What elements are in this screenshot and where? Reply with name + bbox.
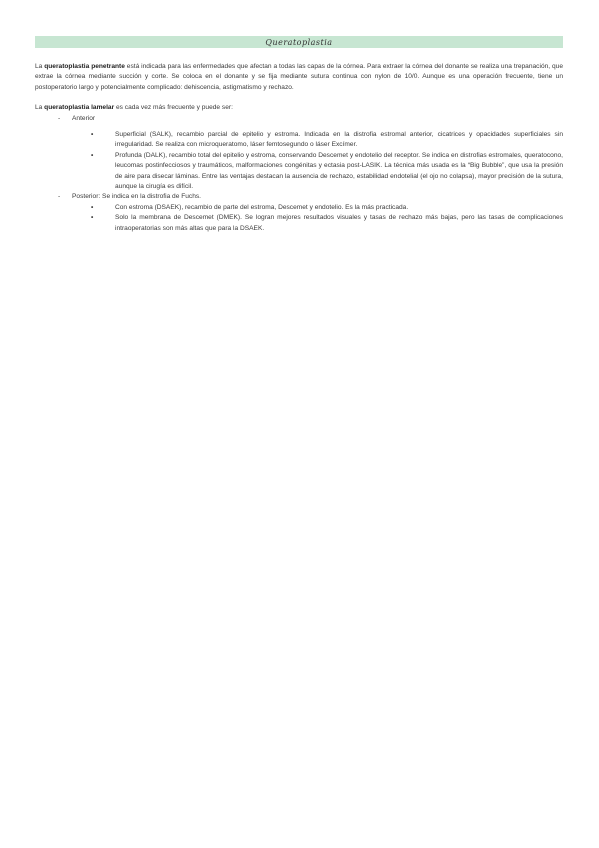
lamellar-term: queratoplastia lamelar <box>44 104 115 112</box>
list-item-anterior <box>35 114 563 124</box>
list-item-salk <box>87 130 563 151</box>
salk-text: Superficial (SALK), recambio parcial de epitelio y estroma. Indicada en la distrofia estromal anterior, cicatrices y opacidades superficiales sin irregularidad. Se realiza con microqueratomo, láser femtosegundo o láser Excímer. <box>115 131 563 149</box>
intro-term: queratoplastia penetrante <box>44 63 125 70</box>
dsaek-text: Con estroma (DSAEK), recambio de parte del estroma, Descemet y endotelio. Es la más practicada. <box>115 203 409 211</box>
list-item-dmek <box>87 213 563 234</box>
list-item-posterior <box>35 192 563 202</box>
dash-marker: - <box>58 114 61 122</box>
bullet-marker: • <box>91 131 94 139</box>
dash-marker: - <box>58 193 61 201</box>
dalk-text: Profunda (DALK), recambio total del epitelio y estroma, conservando Descemet y endotelio del receptor. Se indica en distrofias estromales, queratocono, leucomas postinfecciosos y traumáticos, malformaciones congénitas y ectasia post-LASIK. La técnica más usada es la “Big Bubble”, que usa la presión de aire para disecar láminas. Entre las ventajas destacan la ausencia de rechazo, estabilidad endotelial (el ojo no colapsa), mayor precisión de la sutura, aunque la cirugía es difícil. <box>115 151 563 191</box>
posterior-line <box>72 192 563 202</box>
bullet-marker: • <box>91 214 94 222</box>
anterior-label: Anterior <box>72 114 96 122</box>
bullet-marker: • <box>91 151 94 159</box>
list-item-dalk <box>87 151 563 193</box>
intro-prefix: La <box>35 63 45 70</box>
section-header-bar <box>35 36 563 48</box>
intro-text: está indicada para las enfermedades que afectan a todas las capas de la córnea. Para extraer la córnea del donante se realiza una trepanación, que extrae la córnea mediante succión y corte. Se coloca en el donante y se fija mediante sutura continua con nylon de 10/0. Aunque es una operación frecuente, tiene un postoperatorio largo y potencialmente complicado: dehiscencia, astigmatismo y rechazo. <box>35 63 564 91</box>
posterior-label: Posterior <box>72 193 99 201</box>
lamellar-prefix: La <box>35 104 45 112</box>
bullet-marker: • <box>91 203 94 211</box>
posterior-text: : Se indica en la distrofia de Fuchs. <box>98 193 202 201</box>
lamellar-paragraph <box>35 103 563 113</box>
dmek-text: Solo la membrana de Descemet (DMEK). Se logran mejores resultados visuales y tasas de rechazo más bajas, pero las tasas de complicaciones intraoperatorias son más altas que para la DSAEK. <box>115 214 563 232</box>
lamellar-text: es cada vez más frecuente y puede ser: <box>114 104 233 112</box>
document-body <box>35 62 563 234</box>
intro-paragraph <box>35 62 563 93</box>
section-title: Queratoplastia <box>265 37 333 47</box>
list-item-dsaek <box>87 203 563 213</box>
